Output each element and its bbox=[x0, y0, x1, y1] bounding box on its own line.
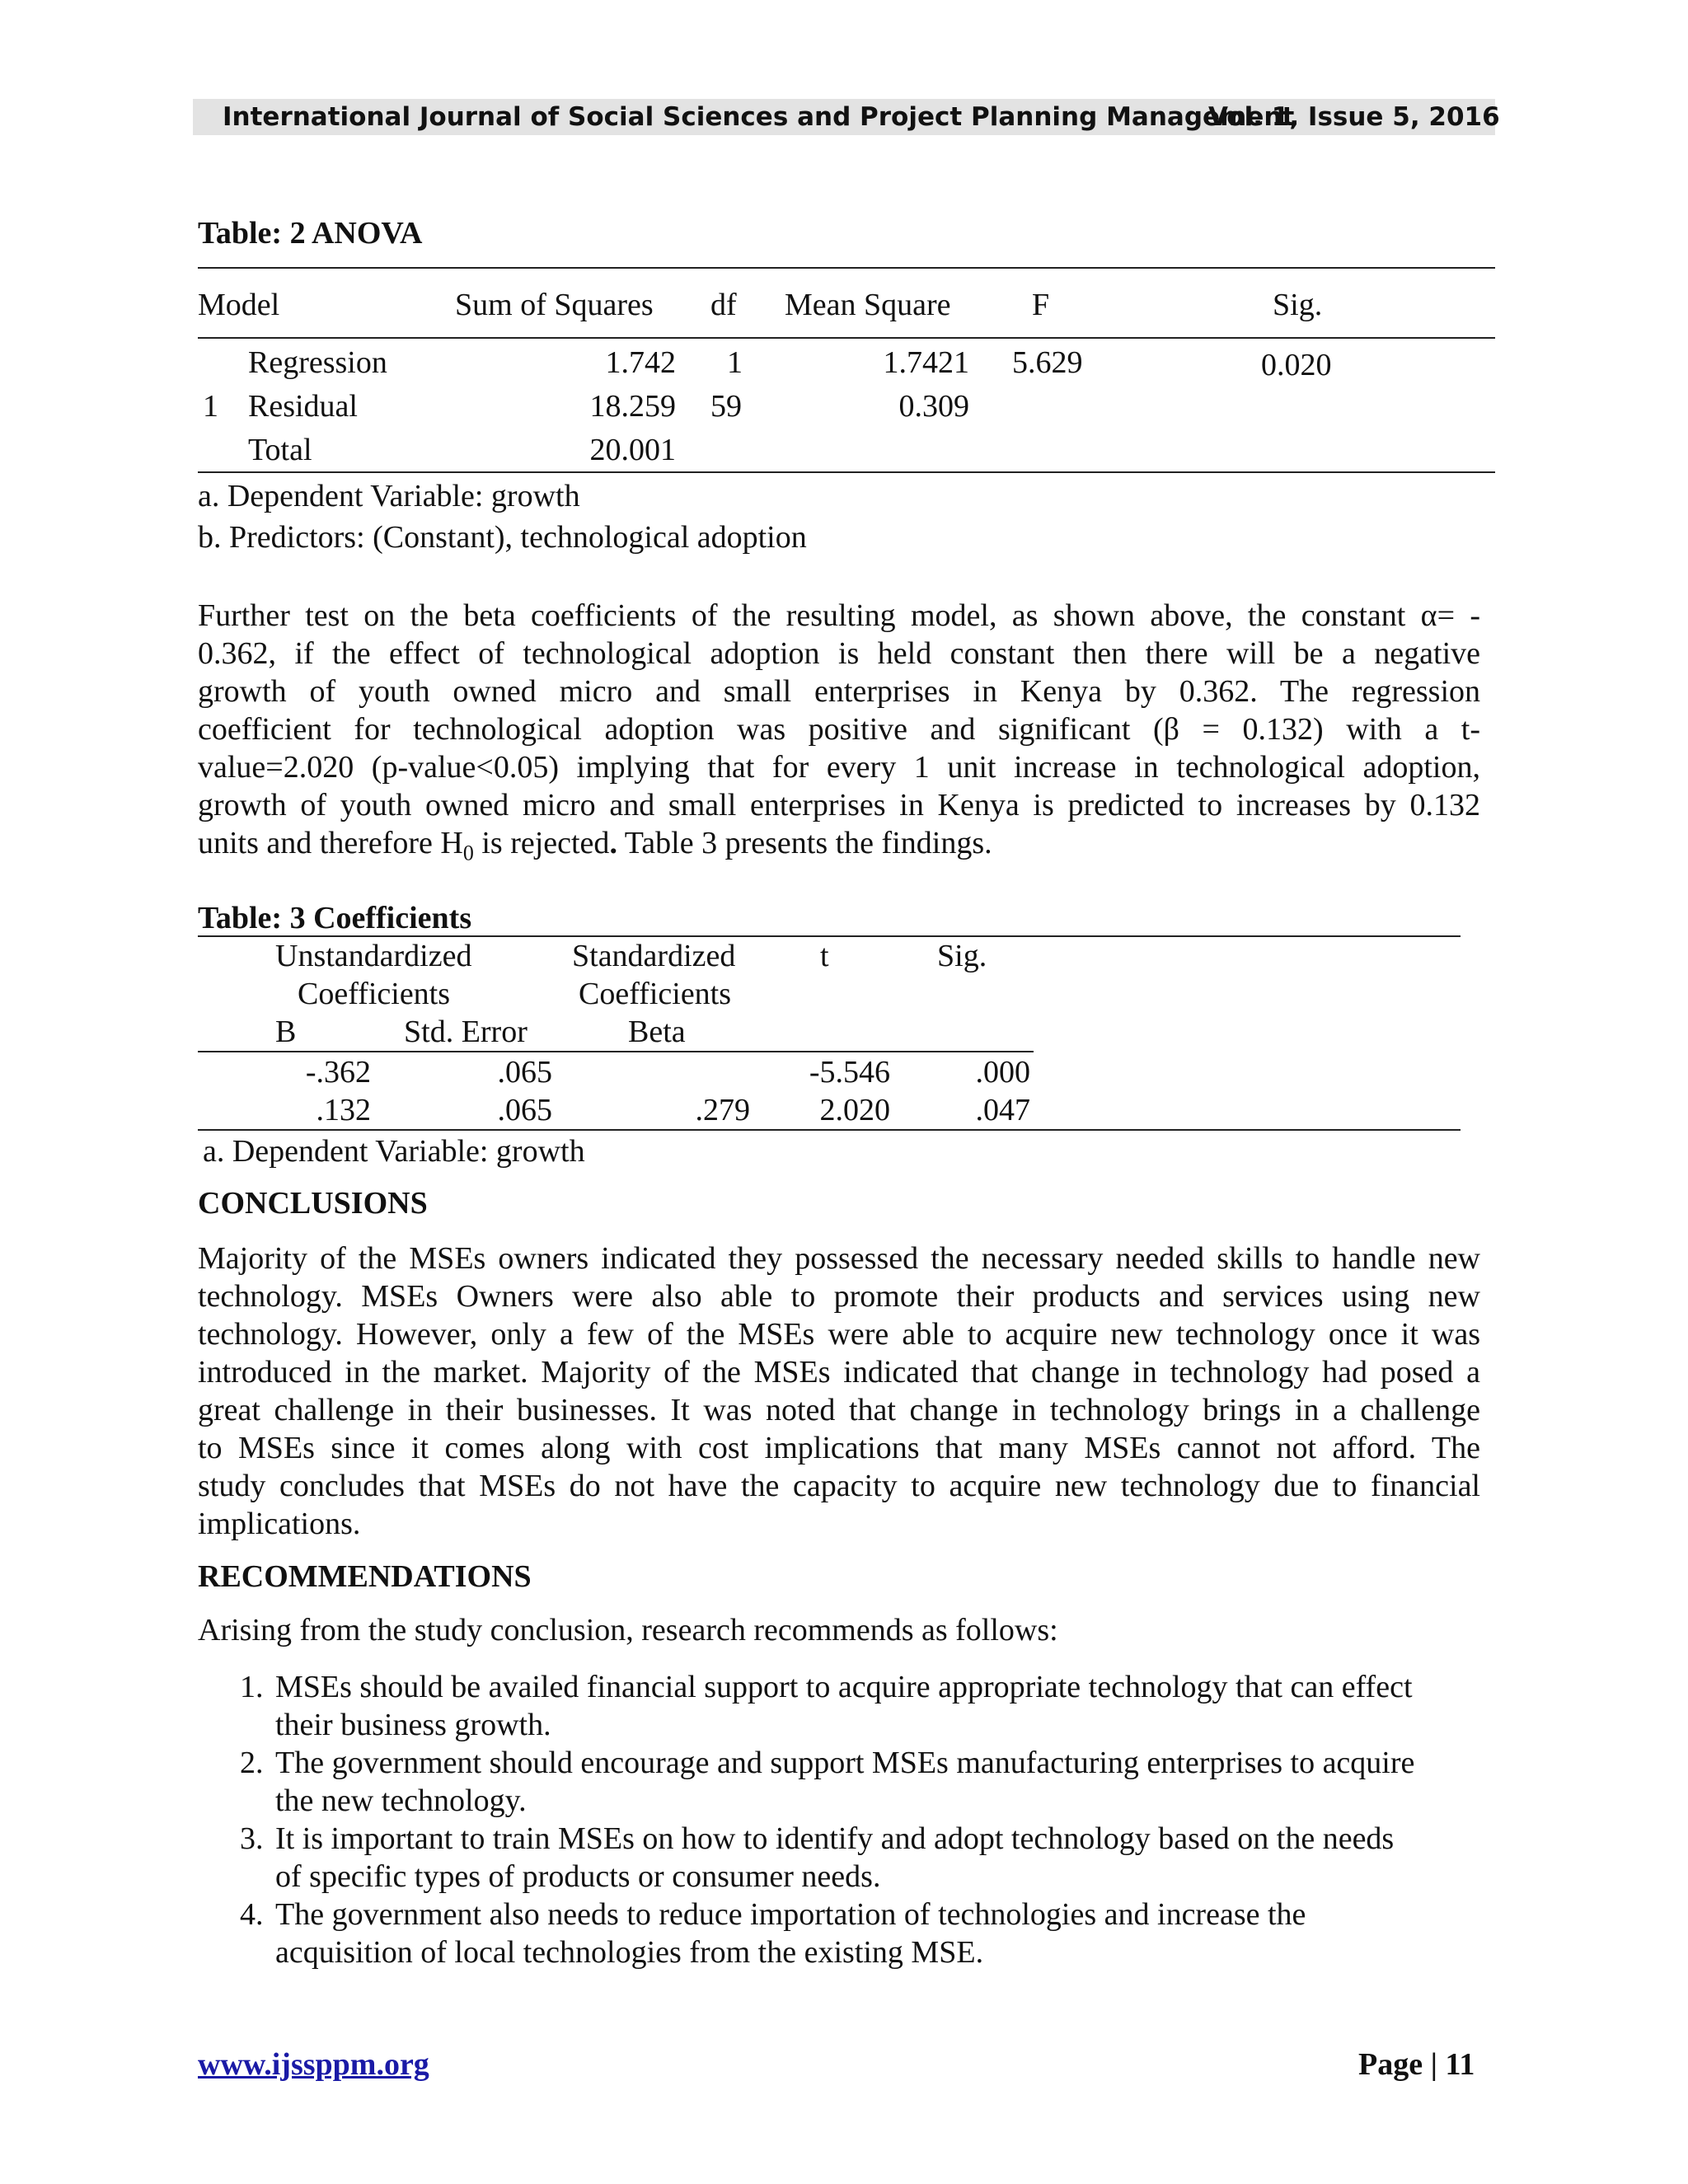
table2-note-b: b. Predictors: (Constant), technological adoption bbox=[198, 520, 807, 555]
table3-note-a: a. Dependent Variable: growth bbox=[203, 1134, 585, 1169]
conclusions-heading: CONCLUSIONS bbox=[198, 1186, 428, 1221]
anova-ms: 0.309 bbox=[898, 389, 969, 424]
coef-head-se: Std. Error bbox=[404, 1015, 528, 1049]
anova-col-ss: Sum of Squares bbox=[455, 288, 654, 322]
coef-sig: .047 bbox=[975, 1093, 1030, 1127]
recommendations-heading: RECOMMENDATIONS bbox=[198, 1559, 532, 1594]
anova-df: 59 bbox=[710, 389, 742, 424]
paragraph-line: coefficient for technological adoption was positive and significant (β = 0.132) with a t- bbox=[198, 712, 1480, 747]
list-item-line: their business growth. bbox=[275, 1708, 551, 1742]
paragraph-line: value=2.020 (p-value<0.05) implying that for every 1 unit increase in technological adoption, bbox=[198, 750, 1480, 785]
list-item-line: The government also needs to reduce importation of technologies and increase the bbox=[275, 1897, 1306, 1932]
anova-col-df: df bbox=[710, 288, 737, 322]
coef-head-std-2: Coefficients bbox=[579, 977, 732, 1011]
coef-se: .065 bbox=[497, 1055, 552, 1090]
list-number: 4. bbox=[240, 1897, 264, 1932]
table3-title: Table: 3 Coefficients bbox=[198, 901, 472, 935]
coef-beta: .279 bbox=[695, 1093, 750, 1127]
coef-head-t: t bbox=[820, 939, 829, 973]
anova-df: 1 bbox=[727, 345, 743, 380]
anova-row-label: Total bbox=[248, 433, 312, 467]
anova-col-ms: Mean Square bbox=[785, 288, 951, 322]
coef-sig: .000 bbox=[975, 1055, 1030, 1090]
anova-ss: 1.742 bbox=[605, 345, 676, 380]
list-item-line: acquisition of local technologies from the existing MSE. bbox=[275, 1935, 984, 1970]
paragraph-line: to MSEs since it comes along with cost implications that many MSEs cannot not afford. The bbox=[198, 1431, 1480, 1465]
paragraph-line: implications. bbox=[198, 1507, 361, 1541]
list-number: 3. bbox=[240, 1821, 264, 1856]
page-number: Page | 11 bbox=[1358, 2047, 1475, 2082]
list-item-line: MSEs should be availed financial support to acquire appropriate technology that can effect bbox=[275, 1670, 1413, 1704]
anova-model-number: 1 bbox=[203, 389, 218, 424]
body-paragraph bbox=[198, 597, 1480, 873]
paragraph-line: study concludes that MSEs do not have the capacity to acquire new technology due to financial bbox=[198, 1469, 1480, 1503]
list-number: 1. bbox=[240, 1670, 264, 1704]
anova-row-label: Residual bbox=[248, 389, 358, 424]
volume-issue: Vol. 1, Issue 5, 2016 bbox=[1208, 102, 1500, 132]
coef-head-std: Standardized bbox=[572, 939, 736, 973]
coef-se: .065 bbox=[497, 1093, 552, 1127]
coef-head-beta: Beta bbox=[628, 1015, 686, 1049]
anova-sig: 0.020 bbox=[1261, 348, 1332, 382]
paragraph-line: Majority of the MSEs owners indicated they possessed the necessary needed skills to handle new bbox=[198, 1241, 1480, 1276]
table2-header-rule bbox=[198, 337, 1495, 339]
coef-head-b: B bbox=[275, 1015, 297, 1049]
paragraph-line: units and therefore $H_0$ is rejected. Table 3 presents the findings. bbox=[198, 826, 992, 865]
paragraph-line: Further test on the beta coefficients of the resulting model, as shown above, the constant α= - bbox=[198, 598, 1480, 633]
coef-b: .132 bbox=[316, 1093, 371, 1127]
table2-note-a: a. Dependent Variable: growth bbox=[198, 479, 580, 513]
conclusions-paragraph bbox=[198, 1240, 1480, 1543]
anova-col-sig: Sig. bbox=[1273, 288, 1323, 322]
coef-head-sig: Sig. bbox=[937, 939, 987, 973]
table3-bottom-rule bbox=[198, 1129, 1461, 1131]
table3-header-rule bbox=[198, 1051, 1034, 1052]
journal-title: International Journal of Social Sciences and Project Planning Management bbox=[223, 102, 1295, 132]
paragraph-line: growth of youth owned micro and small enterprises in Kenya is predicted to increases by 0.132 bbox=[198, 788, 1480, 823]
anova-ss: 18.259 bbox=[589, 389, 676, 424]
list-item-line: The government should encourage and support MSEs manufacturing enterprises to acquire bbox=[275, 1746, 1415, 1780]
paragraph-line: technology. MSEs Owners were also able to promote their products and services using new bbox=[198, 1279, 1480, 1314]
coef-head-unstd: Unstandardized bbox=[275, 939, 472, 973]
list-item-line: of specific types of products or consumer needs. bbox=[275, 1859, 881, 1894]
table2-title: Table: 2 ANOVA bbox=[198, 216, 423, 251]
paragraph-line: 0.362, if the effect of technological adoption is held constant then there will be a negative bbox=[198, 636, 1480, 671]
coef-t: -5.546 bbox=[809, 1055, 890, 1090]
list-item-line: the new technology. bbox=[275, 1783, 527, 1818]
anova-ms: 1.7421 bbox=[883, 345, 969, 380]
list-item-line: It is important to train MSEs on how to identify and adopt technology based on the needs bbox=[275, 1821, 1395, 1856]
anova-col-f: F bbox=[1032, 288, 1050, 322]
table2-bottom-rule bbox=[198, 471, 1495, 473]
list-number: 2. bbox=[240, 1746, 264, 1780]
anova-col-model: Model bbox=[198, 288, 280, 322]
paragraph-line: great challenge in their businesses. It was noted that change in technology brings in a challenge bbox=[198, 1393, 1480, 1427]
paragraph-line: introduced in the market. Majority of the MSEs indicated that change in technology had posed a bbox=[198, 1355, 1480, 1390]
coef-b: -.362 bbox=[305, 1055, 371, 1090]
recommendations-intro: Arising from the study conclusion, research recommends as follows: bbox=[198, 1613, 1058, 1647]
coef-t: 2.020 bbox=[819, 1093, 890, 1127]
coef-head-unstd-2: Coefficients bbox=[298, 977, 451, 1011]
table2-top-rule bbox=[198, 267, 1495, 269]
paragraph-line: growth of youth owned micro and small enterprises in Kenya by 0.362. The regression bbox=[198, 674, 1480, 709]
anova-f: 5.629 bbox=[1012, 345, 1083, 380]
anova-ss: 20.001 bbox=[589, 433, 676, 467]
anova-row-label: Regression bbox=[248, 345, 387, 380]
footer-url-link[interactable]: www.ijssppm.org bbox=[198, 2047, 429, 2082]
paragraph-line: technology. However, only a few of the MSEs were able to acquire new technology once it was bbox=[198, 1317, 1480, 1352]
